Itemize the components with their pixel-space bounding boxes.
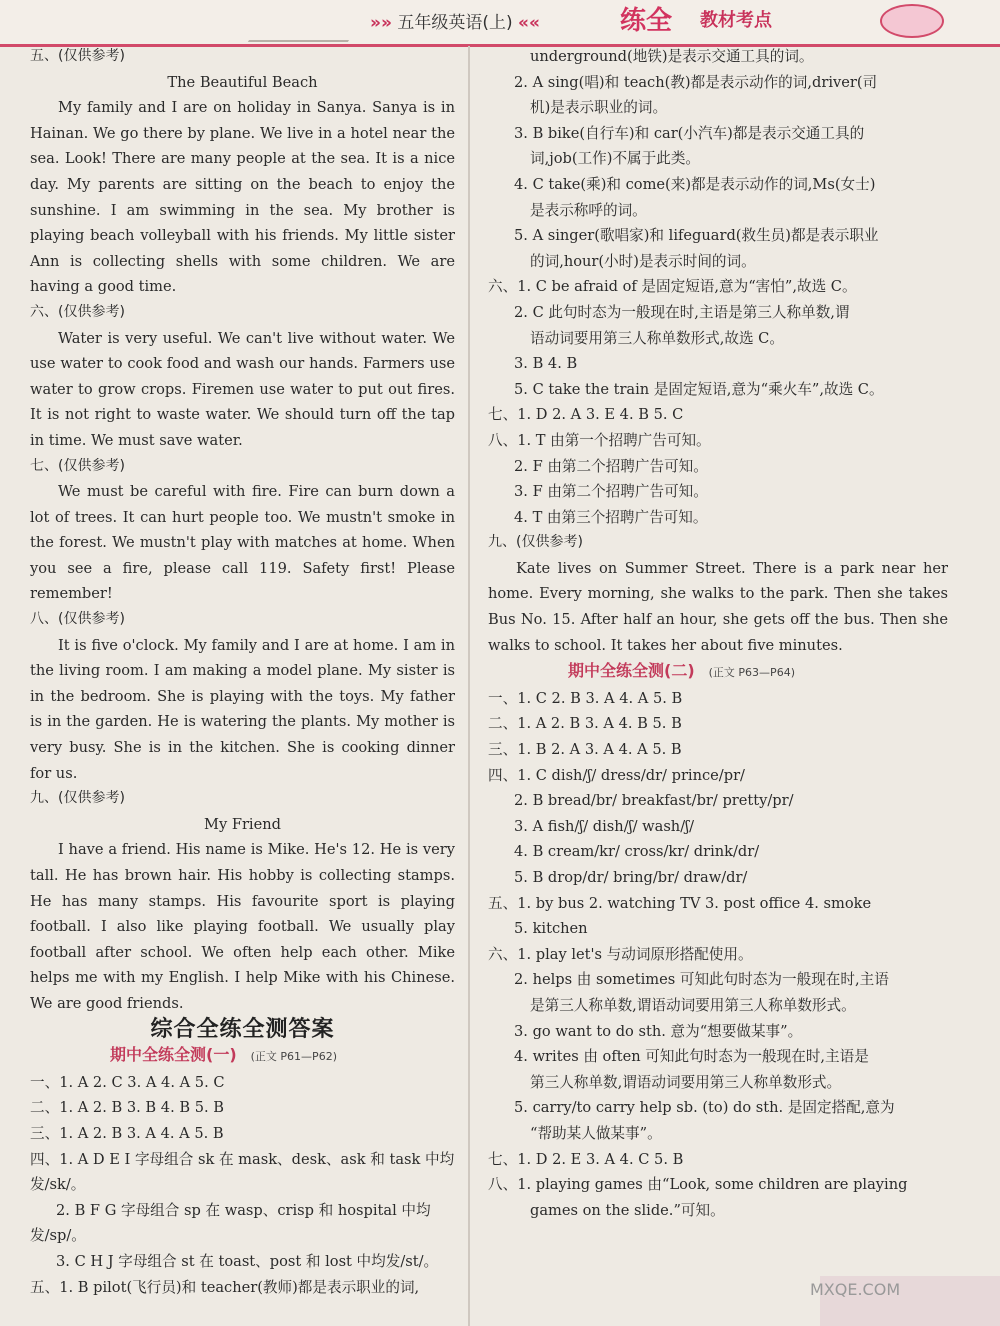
right-line-17	[488, 479, 948, 505]
right-line-32	[488, 942, 948, 968]
left-line-text: It is five o'clock. My family and I are at home. I am in the living room. I am making a model plane. My sister is in the bedroom. She is playing with the toys. My father is in the garden. He is watering the plants. My mother is very busy. She is in the kitchen. She is cooking dinner for us.	[30, 636, 455, 782]
right-line-text: 八、1. T 由第一个招聘广告可知。	[488, 431, 711, 449]
right-line-33	[488, 967, 948, 993]
left-line-13	[30, 1042, 455, 1070]
left-line-1	[30, 70, 455, 96]
right-line-6	[488, 198, 948, 224]
left-line-6	[30, 479, 455, 607]
left-line-text: 3. C H J 字母组合 st 在 toast、post 和 lost 中均发/st/。	[56, 1252, 439, 1270]
left-line-9	[30, 786, 455, 812]
left-line-8	[30, 633, 455, 787]
left-line-text: My family and I are on holiday in Sanya. Sanya is in Hainan. We go there by plane. We live in a hotel near the sea. Look! There are many people at the sea. It is a nice day. My parents are sitting on the beach to enjoy the sunshine. I am swimming in the sea. My brother is playing beach volleyball with his friends. My little sister Ann is collecting shells with some children. We are having a good time.	[30, 99, 455, 296]
right-line-text: “帮助某人做某事”。	[530, 1124, 662, 1142]
left-line-text: 发/sp/。	[30, 1227, 86, 1245]
right-line-text: 5. A singer(歌唱家)和 lifeguard(救生员)都是表示职业	[514, 227, 879, 245]
right-line-text: 七、1. D 2. E 3. A 4. C 5. B	[488, 1150, 684, 1168]
left-line-10	[30, 812, 455, 838]
left-line-4	[30, 326, 455, 454]
right-line-text: 二、1. A 2. B 3. A 4. B 5. B	[488, 715, 682, 733]
left-line-text: 九、(仅供参考)	[30, 790, 125, 807]
right-line-13	[488, 377, 948, 403]
right-line-37	[488, 1070, 948, 1096]
right-line-text: 2. C 此句时态为一般现在时,主语是第三人称单数,谓	[514, 303, 850, 321]
right-line-14	[488, 402, 948, 428]
right-line-text: 3. A fish/ʃ/ dish/ʃ/ wash/ʃ/	[514, 817, 695, 835]
right-line-5	[488, 172, 948, 198]
right-line-text: 2. F 由第二个招聘广告可知。	[514, 457, 708, 475]
right-line-8	[488, 249, 948, 275]
left-line-text: 三、1. A 2. B 3. A 4. A 5. B	[30, 1124, 224, 1142]
column-divider	[468, 46, 470, 1326]
right-line-text: 3. go want to do sth. 意为“想要做某事”。	[514, 1022, 803, 1040]
brand-title: 练全	[620, 6, 673, 36]
grade-text: 五年级英语(上)	[397, 13, 513, 33]
right-line-text: 机)是表示职业的词。	[530, 99, 668, 117]
left-line-15	[30, 1095, 455, 1121]
left-line-text: 四、1. A D E I 字母组合 sk 在 mask、desk、ask 和 task 中均	[30, 1150, 455, 1168]
mascot-decoration-icon	[880, 4, 944, 38]
right-line-text: 5. kitchen	[514, 920, 588, 938]
right-line-19	[488, 530, 948, 556]
right-line-text: 4. C take(乘)和 come(来)都是表示动作的词,Ms(女士)	[514, 175, 876, 193]
page-reference: (正文 P61—P62)	[250, 1050, 337, 1064]
right-line-4	[488, 146, 948, 172]
right-line-text: 一、1. C 2. B 3. A 4. A 5. B	[488, 689, 683, 707]
right-line-23	[488, 711, 948, 737]
right-line-15	[488, 428, 948, 454]
right-line-28	[488, 839, 948, 865]
right-line-27	[488, 814, 948, 840]
right-line-text: 词,job(工作)不属于此类。	[530, 150, 701, 168]
right-line-text: 的词,hour(小时)是表示时间的词。	[530, 252, 756, 270]
right-line-38	[488, 1095, 948, 1121]
right-line-text: 3. F 由第二个招聘广告可知。	[514, 483, 708, 501]
left-line-11	[30, 837, 455, 1016]
left-line-text: 七、(仅供参考)	[30, 457, 125, 474]
left-line-text: 二、1. A 2. B 3. B 4. B 5. B	[30, 1099, 224, 1117]
left-line-20	[30, 1223, 455, 1249]
left-line-17	[30, 1147, 455, 1173]
left-line-text: 期中全练全测(一)	[110, 1045, 237, 1065]
right-line-text: 第三人称单数,谓语动词要用第三人称单数形式。	[530, 1073, 842, 1091]
right-line-text: 5. carry/to carry help sb. (to) do sth. 是固定搭配,意为	[514, 1099, 895, 1117]
right-line-text: 三、1. B 2. A 3. A 4. A 5. B	[488, 741, 682, 759]
left-line-text: The Beautiful Beach	[167, 73, 318, 91]
right-line-34	[488, 993, 948, 1019]
page-header	[0, 0, 1000, 47]
right-line-text: 是表示称呼的词。	[530, 201, 647, 219]
right-line-0	[488, 44, 948, 70]
right-line-text: games on the slide.”可知。	[530, 1201, 725, 1219]
left-line-12	[30, 1017, 455, 1043]
right-line-text: 3. B 4. B	[514, 355, 578, 373]
right-line-41	[488, 1172, 948, 1198]
right-line-text: 5. C take the train 是固定短语,意为“乘火车”,故选 C。	[514, 380, 884, 398]
right-line-39	[488, 1121, 948, 1147]
right-line-text: 期中全练全测(二)	[568, 661, 695, 681]
left-line-0	[30, 44, 455, 70]
left-line-text: 五、1. B pilot(飞行员)和 teacher(教师)都是表示职业的词,	[30, 1278, 420, 1296]
left-line-7	[30, 607, 455, 633]
left-column	[30, 44, 455, 1300]
right-line-text: underground(地铁)是表示交通工具的词。	[530, 48, 814, 65]
right-line-text: 八、1. playing games 由“Look, some children are playing	[488, 1176, 908, 1194]
right-line-29	[488, 865, 948, 891]
left-line-5	[30, 454, 455, 480]
right-line-text: 六、1. play let's 与动词原形搭配使用。	[488, 945, 753, 963]
right-line-35	[488, 1019, 948, 1045]
right-line-text: 六、1. C be afraid of 是固定短语,意为“害怕”,故选 C。	[488, 278, 857, 296]
right-line-2	[488, 95, 948, 121]
grade-label	[370, 8, 540, 33]
left-line-text: 五、(仅供参考)	[30, 48, 125, 64]
right-line-text: 4. writes 由 often 可知此句时态为一般现在时,主语是	[514, 1048, 869, 1066]
right-column	[488, 44, 948, 1223]
right-line-40	[488, 1147, 948, 1173]
right-line-16	[488, 454, 948, 480]
left-line-2	[30, 95, 455, 300]
left-line-text: 六、(仅供参考)	[30, 303, 125, 320]
right-line-42	[488, 1198, 948, 1224]
right-line-12	[488, 351, 948, 377]
grade-arrows-right: ««	[518, 13, 541, 33]
right-line-text: 是第三人称单数,谓语动词要用第三人称单数形式。	[530, 996, 856, 1014]
right-line-text: 4. T 由第三个招聘广告可知。	[514, 508, 708, 526]
right-line-7	[488, 223, 948, 249]
left-line-16	[30, 1121, 455, 1147]
right-line-31	[488, 916, 948, 942]
right-line-text: 4. B cream/kr/ cross/kr/ drink/dr/	[514, 843, 760, 861]
right-line-3	[488, 121, 948, 147]
left-line-text: Water is very useful. We can't live without water. We use water to cook food and wash our hands. Farmers use water to grow crops. Firemen use water to put out fires. It is not right to waste water. We should turn off the tap in time. We must save water.	[30, 329, 455, 449]
right-line-9	[488, 274, 948, 300]
right-line-24	[488, 737, 948, 763]
right-line-text: 五、1. by bus 2. watching TV 3. post office 4. smoke	[488, 894, 872, 912]
left-line-text: I have a friend. His name is Mike. He's 12. He is very tall. He has brown hair. His hobby is collecting stamps. He has many stamps. His favourite sport is playing football. I also like playing football. We usually play football after school. We often help each other. Mike helps me with my English. I help Mike with his Chinese. We are good friends.	[30, 841, 455, 1012]
right-line-text: 2. A sing(唱)和 teach(教)都是表示动作的词,driver(司	[514, 73, 878, 91]
left-line-21	[30, 1249, 455, 1275]
right-line-26	[488, 788, 948, 814]
right-line-text: 2. helps 由 sometimes 可知此句时态为一般现在时,主语	[514, 971, 889, 989]
right-line-18	[488, 505, 948, 531]
left-line-text: 发/sk/。	[30, 1176, 86, 1194]
right-line-10	[488, 300, 948, 326]
left-line-text: 八、(仅供参考)	[30, 611, 125, 628]
left-line-22	[30, 1275, 455, 1301]
right-line-21	[488, 658, 948, 686]
left-line-3	[30, 300, 455, 326]
brand-subtitle: 教材考点	[700, 10, 772, 31]
right-line-text: 七、1. D 2. A 3. E 4. B 5. C	[488, 406, 684, 424]
right-line-25	[488, 763, 948, 789]
right-line-text: 九、(仅供参考)	[488, 534, 583, 551]
right-line-11	[488, 326, 948, 352]
left-line-text: My Friend	[204, 815, 281, 833]
right-line-text: 5. B drop/dr/ bring/br/ draw/dr/	[514, 869, 748, 886]
left-line-18	[30, 1172, 455, 1198]
page-reference: (正文 P63—P64)	[708, 666, 795, 680]
grade-arrows-left: »»	[370, 13, 392, 33]
left-line-text: 综合全练全测答案	[150, 1016, 335, 1042]
right-line-text: Kate lives on Summer Street. There is a park near her home. Every morning, she walks to the park. Then she takes Bus No. 15. After half an hour, she gets off the bus. Then she walks to school. It takes her about five minutes.	[488, 559, 948, 654]
right-line-text: 3. B bike(自行车)和 car(小汽车)都是表示交通工具的	[514, 124, 865, 142]
right-line-36	[488, 1044, 948, 1070]
right-line-text: 2. B bread/br/ breakfast/br/ pretty/pr/	[514, 792, 794, 810]
right-line-20	[488, 556, 948, 658]
right-line-1	[488, 70, 948, 96]
watermark-logo: MXQE.COM	[810, 1280, 901, 1299]
left-line-14	[30, 1070, 455, 1096]
left-line-text: 一、1. A 2. C 3. A 4. A 5. C	[30, 1073, 225, 1091]
left-line-19	[30, 1198, 455, 1224]
right-line-text: 四、1. C dish/ʃ/ dress/dr/ prince/pr/	[488, 766, 745, 784]
pencil-decoration	[248, 0, 372, 42]
right-line-text: 语动词要用第三人称单数形式,故选 C。	[530, 329, 784, 347]
right-line-30	[488, 891, 948, 917]
right-line-22	[488, 686, 948, 712]
left-line-text: 2. B F G 字母组合 sp 在 wasp、crisp 和 hospital 中均	[56, 1201, 431, 1219]
left-line-text: We must be careful with fire. Fire can burn down a lot of trees. It can hurt people too. We mustn't smoke in the forest. We mustn't play with matches at home. When you see a fire, please call 119. Safety first! Please remember!	[30, 483, 455, 603]
